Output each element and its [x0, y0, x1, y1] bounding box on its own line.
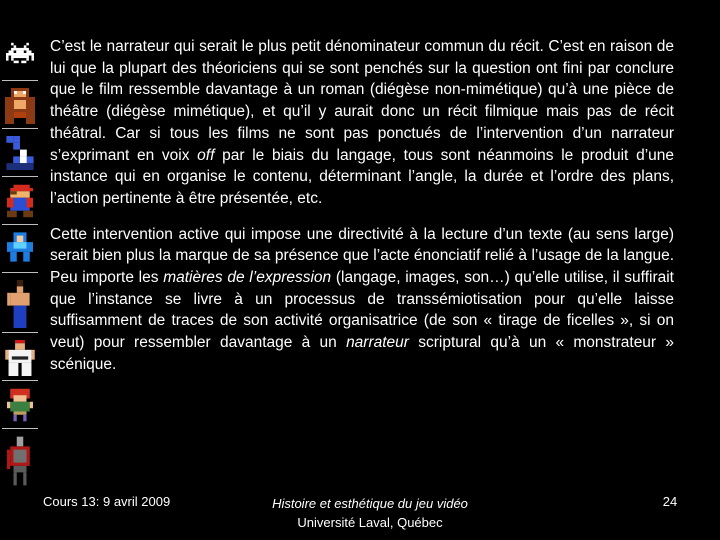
paragraph-text: par le biais du langage, tous sont néanmoins le produit d’une instance qui en organise le contenu, déterminant l’angle, la durée et l’ordre des plans, l’action pertinente à être présentée, etc.: [50, 146, 674, 207]
mario-icon: [7, 184, 33, 218]
sprite-cell: [2, 276, 38, 333]
sprite-cell: [2, 132, 38, 177]
footer-date: Cours 13: 9 avril 2009: [43, 494, 171, 509]
knight-icon: [7, 436, 33, 486]
sprite-cell: [2, 36, 38, 81]
paragraph-text: (langage, images, son…) qu’elle utilise, il suffirait que l’instance se livre à un processus de transsémiotisation pour qu’elle laisse suffisamment de traces de son activité organisatrice (de son « tirage de ficelles », si on veut) pour ressembler davantage à un: [50, 269, 674, 352]
chrono-icon: [7, 388, 33, 422]
footer-university: Université Laval, Québec: [297, 515, 443, 530]
footer-course-title: Histoire et esthétique du jeu vidéo: [272, 496, 468, 511]
sprite-cell: [2, 336, 38, 381]
sprite-sidebar: [0, 36, 42, 486]
sprite-cell: [2, 84, 38, 129]
emphasis-matieres: matières de l’expression: [163, 269, 332, 287]
mega-man-icon: [7, 232, 33, 262]
body-paragraph-1: [50, 36, 674, 210]
slide-body: [50, 36, 674, 390]
emphasis-off: off: [197, 146, 215, 164]
fighter-icon: [7, 280, 33, 328]
sprite-cell: [2, 180, 38, 225]
donkey-kong-icon: [5, 88, 35, 124]
tetris-icon: [6, 136, 34, 170]
space-invader-icon: [6, 40, 34, 66]
emphasis-narrateur: narrateur: [346, 334, 409, 352]
footer-course-info: [225, 494, 515, 532]
sprite-cell: [2, 228, 38, 273]
sprite-cell: [2, 432, 38, 488]
body-paragraph-2: [50, 224, 674, 376]
ryu-icon: [5, 340, 35, 376]
page-number: 24: [662, 494, 678, 509]
paragraph-text: scriptural qu’à un « monstrateur » scénique.: [50, 334, 674, 373]
paragraph-text: Cette intervention active qui impose une directivité à la lecture d’un texte (au sens large) serait bien plus la marque de sa présence que l’acte énonciatif relié à l’usage de la langue. Peu importe les: [50, 225, 674, 287]
sprite-cell: [2, 384, 38, 429]
paragraph-text: C’est le narrateur qui serait le plus petit dénominateur commun du récit. C’est en raison de lui que la plupart des théoriciens qui se sont penchés sur la question ont fini par conclure que le film ressemble davantage à un roman (diégèse non-mimétique) qu’à une pièce de théâtre (diégèse mimétique), et qu’il y aurait donc un récit filmique mais pas de récit théâtral. Car si tous les films ne sont pas ponctués de l’intervention d’un narrateur s’exprimant en voix: [50, 38, 674, 164]
